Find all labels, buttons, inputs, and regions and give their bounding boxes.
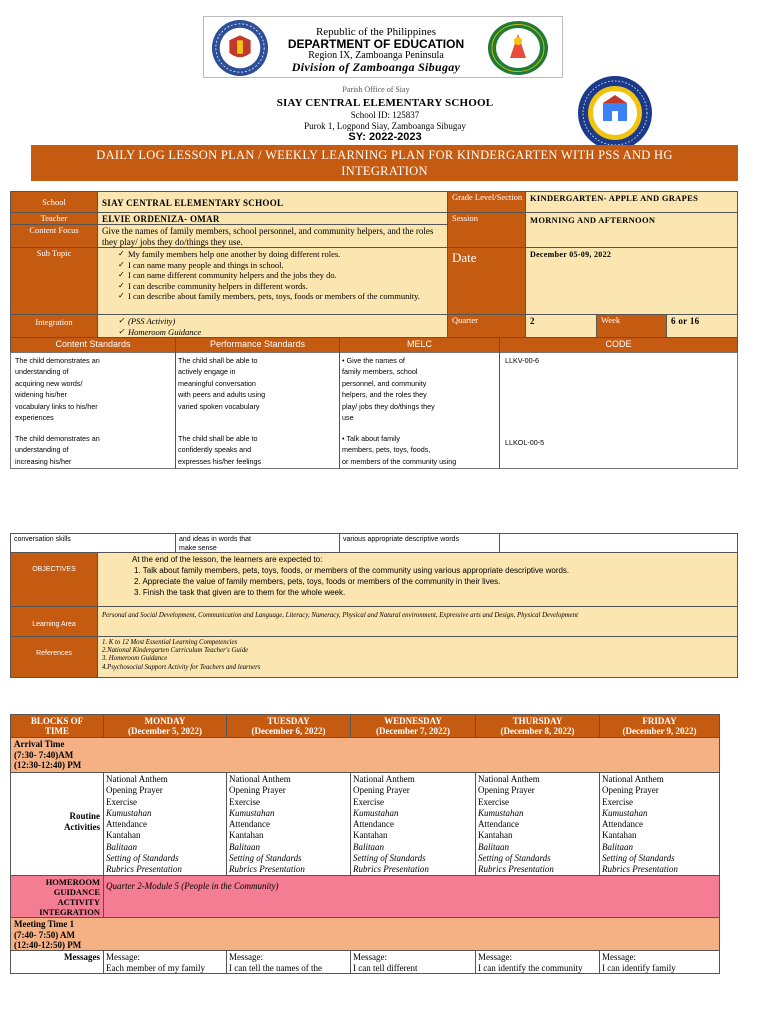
monday-header: MONDAY (December 5, 2022) <box>103 714 227 738</box>
sub-topic-item: ✓ I can name many people and things in school. <box>118 260 445 271</box>
text-line: Exercise <box>353 796 384 807</box>
text-line: National Anthem <box>602 774 664 784</box>
objective-item: 3. Finish the task that given are to them for the whole week. <box>134 588 346 597</box>
text-line: I can identify family <box>602 963 676 974</box>
text-line: Exercise <box>106 796 137 807</box>
integration-value <box>97 314 448 338</box>
text-line: Balitaan <box>602 841 633 852</box>
objectives-list <box>98 565 737 598</box>
text-line: Balitaan <box>353 841 384 852</box>
code-header: CODE <box>499 337 738 353</box>
integration-label: Integration <box>10 314 98 338</box>
school-name: SIAY CENTRAL ELEMENTARY SCHOOL <box>276 97 494 109</box>
text-line: I can tell different <box>353 963 418 974</box>
text-line: Kumustahan <box>353 807 399 818</box>
sub-topic-list <box>100 249 445 302</box>
sub-topic-value <box>97 247 448 315</box>
text-line: Setting of Standards <box>229 853 302 864</box>
thursday-header: THURSDAY (December 8, 2022) <box>475 714 600 738</box>
page-title: DAILY LOG LESSON PLAN / WEEKLY LEARNING PLAN FOR KINDERGARTEN WITH PSS AND HG INTEGRATION <box>31 145 738 181</box>
text-line: Kantahan <box>229 830 264 841</box>
school-value: SIAY CENTRAL ELEMENTARY SCHOOL <box>97 191 448 213</box>
performance-standards-header: Performance Standards <box>175 337 340 353</box>
standards-divider <box>175 352 176 469</box>
text-line: Message: <box>478 952 512 962</box>
sub-topic-item: ✓ I can describe about family members, pets, toys, foods or members of the community. <box>118 291 445 302</box>
text-line: Exercise <box>602 796 633 807</box>
text-line: National Anthem <box>106 774 168 784</box>
deped-seal-icon <box>211 19 269 77</box>
meeting-time-row: Meeting Time 1 (7:40- 7:50) AM (12:40-12:50) PM <box>10 917 720 951</box>
tuesday-header: TUESDAY (December 6, 2022) <box>226 714 351 738</box>
text-line: Message: <box>353 952 387 962</box>
code-2: LLKOL-00-5 <box>505 438 545 447</box>
text-line: Kumustahan <box>478 807 524 818</box>
sub-topic-item: ✓ I can describe community helpers in different words. <box>118 281 445 292</box>
objectives-intro: At the end of the lesson, the learners are expected to: <box>132 555 323 564</box>
parish-line: Parish Office of Siay <box>342 85 410 94</box>
reference-item: 3. Homeroom Guidance <box>102 655 168 663</box>
objectives-label: OBJECTIVES <box>10 552 98 607</box>
friday-routine <box>599 772 720 876</box>
melc-1: • Give the names of family members, school personnel, and community helpers, and the roles they play/ jobs they do/things they use <box>342 356 435 423</box>
sub-topic-label: Sub Topic <box>10 247 98 315</box>
melc-2: • Talk about family members, pets, toys, foods, or members of the community using <box>342 434 457 466</box>
date-value: December 05-09, 2022 <box>525 247 738 315</box>
text-line: Rubrics Presentation <box>478 864 554 875</box>
text-line: Rubrics Presentation <box>229 864 305 875</box>
text-line: I can identify the community <box>478 963 583 974</box>
reference-item: 4.Psychosocial Support Activity for Teachers and learners <box>102 663 261 671</box>
text-line: National Anthem <box>229 774 291 784</box>
content-standard-2: The child demonstrates an understanding of increasing his/her <box>15 434 100 466</box>
performance-standard-1: The child shall be able to actively engage in meaningful conversation with peers and adults using varied spoken vocabulary <box>178 356 266 411</box>
tuesday-message <box>226 950 351 974</box>
learning-area-value: Personal and Social Development, Communication and Language, Literacy, Numeracy, Physical and Natural environment, Expressive arts and Design, Physical Development <box>97 606 738 637</box>
school-address: Purok 1, Logpond Siay, Zamboanga Sibugay <box>304 121 466 131</box>
text-line: Balitaan <box>106 841 137 852</box>
text-line: Exercise <box>229 796 260 807</box>
friday-header: FRIDAY (December 9, 2022) <box>599 714 720 738</box>
integration-item: ✓ (PSS Activity) <box>118 316 445 327</box>
text-line: Setting of Standards <box>602 853 675 864</box>
monday-message <box>103 950 227 974</box>
text-line: Each member of my family <box>106 963 205 974</box>
standards-divider <box>499 352 500 469</box>
text-line: Opening Prayer <box>602 785 659 796</box>
text-line: Opening Prayer <box>353 785 410 796</box>
content-focus-label: Content Focus <box>10 224 98 248</box>
text-line: Rubrics Presentation <box>353 864 429 875</box>
learning-area-label: Learning Area <box>10 606 98 637</box>
reference-item: 2.National Kindergarten Curriculum Teacher's Guide <box>102 647 249 655</box>
text-line: Message: <box>106 952 140 962</box>
text-line: Kumustahan <box>602 807 648 818</box>
division-seal-icon <box>487 20 549 76</box>
republic-line: Republic of the Philippines <box>315 26 437 38</box>
melc-header: MELC <box>339 337 500 353</box>
performance-standard-2: The child shall be able to confidently speaks and expresses his/her feelings <box>178 434 262 466</box>
text-line: Message: <box>229 952 263 962</box>
sub-topic-item: ✓ I can name different community helpers and the jobs they do. <box>118 270 445 281</box>
session-value: MORNING AND AFTERNOON <box>525 212 738 248</box>
messages-label: Messages <box>10 950 104 974</box>
text-line: National Anthem <box>353 774 415 784</box>
division-line: Division of Zamboanga Sibugay <box>291 60 461 74</box>
week-value: 6 or 16 <box>666 314 738 338</box>
region-line: Region IX, Zamboanga Peninsula <box>308 50 444 61</box>
content-focus-value: Give the names of family members, school personnel, and community helpers, and the roles they play/ jobs they do/things they use. <box>97 224 448 248</box>
school-id: School ID: 125837 <box>350 110 420 120</box>
thursday-message <box>475 950 600 974</box>
wednesday-message <box>350 950 476 974</box>
quarter-value: 2 <box>525 314 597 338</box>
objectives-value <box>97 552 738 607</box>
code-continued <box>499 533 738 553</box>
content-standard-continued: conversation skills <box>10 533 176 553</box>
monday-routine <box>103 772 227 876</box>
wednesday-header: WEDNESDAY (December 7, 2022) <box>350 714 476 738</box>
text-line: Attendance <box>478 819 519 830</box>
school-seal-icon <box>577 75 653 151</box>
text-line: Setting of Standards <box>478 853 551 864</box>
objective-item: 1. Talk about family members, pets, toys, foods, or members of the community using various appropriate descriptive words. <box>134 566 570 575</box>
quarter-label: Quarter <box>447 314 526 338</box>
teacher-label: Teacher <box>10 212 98 225</box>
sub-topic-item: ✓ My family members help one another by doing different roles. <box>118 249 445 260</box>
text-line: Balitaan <box>478 841 509 852</box>
reference-item: 1. K to 12 Most Essential Learning Competencies <box>102 639 238 646</box>
code-1: LLKV-00-6 <box>505 356 539 365</box>
text-line: Attendance <box>602 819 643 830</box>
text-line: Rubrics Presentation <box>602 864 678 875</box>
melc-continued: various appropriate descriptive words <box>339 533 500 553</box>
school-label: School <box>10 191 98 213</box>
text-line: Kumustahan <box>229 807 275 818</box>
date-label: Date <box>447 247 526 315</box>
integration-list <box>100 316 445 337</box>
references-value <box>97 636 738 678</box>
text-line: Opening Prayer <box>229 785 286 796</box>
grade-value: KINDERGARTEN- APPLE AND GRAPES <box>525 191 738 213</box>
objective-item: 2. Appreciate the value of family members, pets, toys, foods or members of the community in their lives. <box>134 577 501 586</box>
text-line: Kantahan <box>353 830 388 841</box>
text-line: Setting of Standards <box>106 853 179 864</box>
tuesday-routine <box>226 772 351 876</box>
references-label: References <box>10 636 98 678</box>
text-line: National Anthem <box>478 774 540 784</box>
text-line: Rubrics Presentation <box>106 864 182 875</box>
text-line: Kumustahan <box>106 807 152 818</box>
routine-activities-label: Routine Activities <box>10 772 104 876</box>
text-line: Setting of Standards <box>353 853 426 864</box>
teacher-value: ELVIE ORDENIZA- OMAR <box>97 212 448 225</box>
grade-label: Grade Level/Section <box>447 191 526 213</box>
text-line: Attendance <box>229 819 270 830</box>
arrival-time-row: Arrival Time (7:30- 7:40)AM (12:30-12:40) PM <box>10 737 720 773</box>
week-label: Week <box>596 314 667 338</box>
text-line: Opening Prayer <box>106 785 163 796</box>
text-line: Attendance <box>353 819 394 830</box>
text-line: Exercise <box>478 796 509 807</box>
text-line: Attendance <box>106 819 147 830</box>
text-line: Kantahan <box>602 830 637 841</box>
blocks-of-time-header: BLOCKS OF TIME <box>10 714 104 738</box>
content-standards-header: Content Standards <box>10 337 176 353</box>
department-line: DEPARTMENT OF EDUCATION <box>287 37 465 51</box>
text-line: Kantahan <box>478 830 513 841</box>
standards-divider <box>339 352 340 469</box>
school-year: SY: 2022-2023 <box>348 131 422 143</box>
homeroom-guidance-label: HOMEROOM GUIDANCE ACTIVITY INTEGRATION <box>10 875 104 918</box>
text-line: Message: <box>602 952 636 962</box>
homeroom-guidance-value: Quarter 2-Module 5 (People in the Community) <box>103 875 720 918</box>
text-line: I can tell the names of the <box>229 963 322 974</box>
wednesday-routine <box>350 772 476 876</box>
session-label: Session <box>447 212 526 248</box>
friday-message <box>599 950 720 974</box>
text-line: Balitaan <box>229 841 260 852</box>
thursday-routine <box>475 772 600 876</box>
content-standard-1: The child demonstrates an understanding of acquiring new words/ widening his/her vocabulary links to his/her experiences <box>15 356 100 423</box>
text-line: Kantahan <box>106 830 141 841</box>
performance-standard-continued: and ideas in words that make sense <box>175 533 340 553</box>
integration-item: ✓ Homeroom Guidance <box>118 327 445 338</box>
text-line: Opening Prayer <box>478 785 535 796</box>
